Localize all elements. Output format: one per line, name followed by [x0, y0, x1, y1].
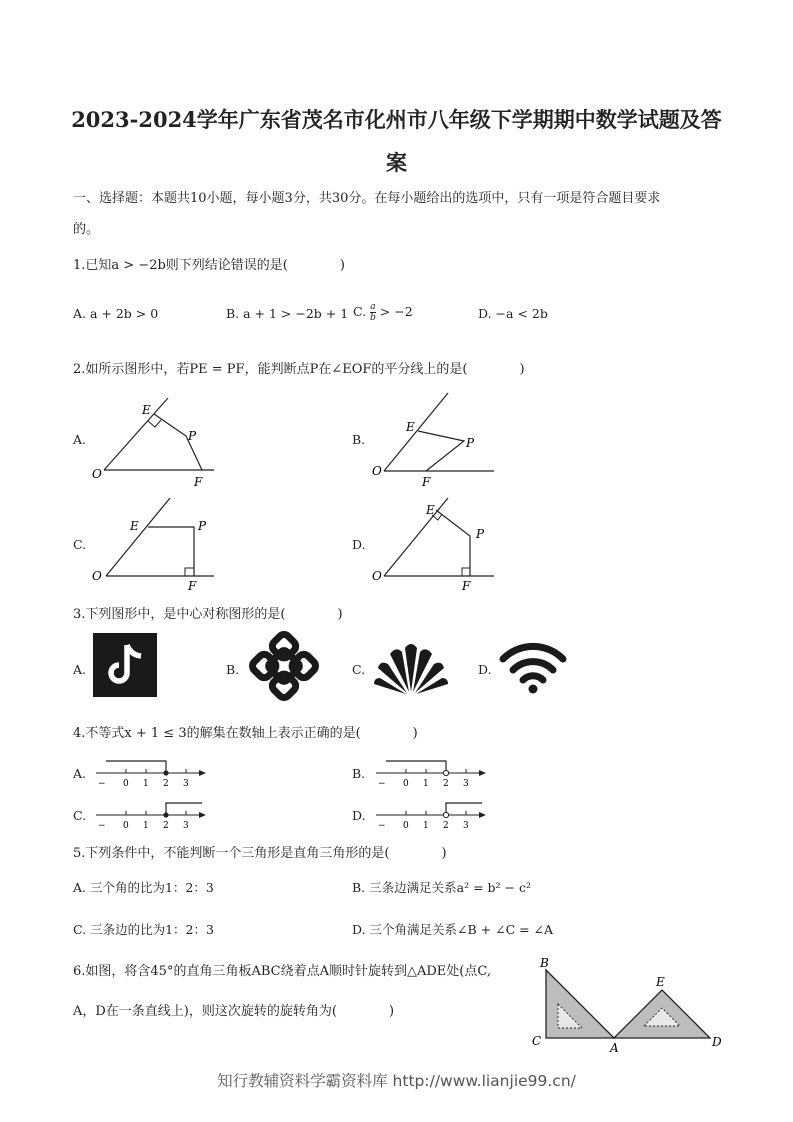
- svg-text:2: 2: [163, 779, 169, 789]
- section-instructions-continued: 的。: [73, 222, 100, 237]
- svg-text:0: 0: [123, 821, 129, 831]
- huawei-logo-icon: [372, 638, 450, 696]
- knot-logo-icon: [246, 628, 322, 704]
- question-3-stem: 3.下列图形中，是中心对称图形的是( ): [73, 607, 343, 622]
- point-label-p: P: [188, 429, 197, 443]
- svg-text:−: −: [378, 821, 386, 831]
- q2-label-d: D.: [352, 537, 366, 552]
- q4-numberline-d: [372, 797, 490, 831]
- point-label-p: P: [198, 519, 207, 533]
- svg-text:2: 2: [163, 821, 169, 831]
- q1-option-c-fraction: [370, 302, 376, 323]
- page-title-continued: 案: [386, 150, 407, 175]
- question-4-stem: 4.不等式x + 1 ≤ 3的解集在数轴上表示正确的是( ): [73, 726, 418, 741]
- question-6-stem: 6.如图，将含45°的直角三角板ABC绕着点A顺时针旋转到△ADE处(点C,: [73, 964, 491, 979]
- point-label-o: O: [372, 569, 382, 583]
- svg-text:1: 1: [423, 779, 429, 789]
- tiktok-logo-icon: [93, 633, 157, 697]
- q1-option-c-rest: > −2: [379, 304, 413, 319]
- q2-figure-a: [88, 390, 228, 490]
- q5-option-b: B. 三条边满足关系a² = b² − c²: [352, 880, 531, 895]
- point-label-e: E: [426, 503, 435, 517]
- q3-label-a: A.: [73, 662, 87, 677]
- q5-option-d: D. 三个角满足关系∠B + ∠C = ∠A: [352, 922, 554, 937]
- point-label-f: F: [462, 579, 471, 593]
- q1-option-c-prefix: C.: [353, 304, 367, 319]
- svg-text:1: 1: [143, 779, 149, 789]
- question-1-stem: 1.已知a > −2b则下列结论错误的是( ): [73, 258, 345, 273]
- point-label-a: A: [610, 1041, 619, 1054]
- q2-label-c: C.: [73, 537, 87, 552]
- svg-text:0: 0: [123, 779, 129, 789]
- q5-option-a: A. 三个角的比为1：2：3: [73, 880, 214, 895]
- page-title: 2023-2024学年广东省茂名市化州市八年级下学期期中数学试题及答: [71, 107, 722, 132]
- point-label-o: O: [372, 464, 382, 478]
- point-label-f: F: [188, 579, 197, 593]
- svg-text:2: 2: [443, 779, 449, 789]
- q4-numberline-b: [372, 755, 490, 789]
- q3-label-b: B.: [226, 662, 240, 677]
- q5-option-c: C. 三条边的比为1：2：3: [73, 922, 214, 937]
- fraction-numerator: a: [370, 302, 376, 312]
- svg-text:3: 3: [463, 779, 469, 789]
- q4-label-d: D.: [352, 808, 366, 823]
- svg-text:3: 3: [183, 821, 189, 831]
- point-label-e: E: [656, 975, 665, 989]
- q1-option-a: A. a + 2b > 0: [73, 306, 159, 321]
- q3-label-c: C.: [352, 662, 366, 677]
- point-label-e: E: [142, 403, 151, 417]
- question-2-stem: 2.如所示图形中，若PE = PF，能判断点P在∠EOF的平分线上的是( ): [73, 362, 525, 377]
- q3-label-d: D.: [478, 662, 492, 677]
- point-label-f: F: [194, 475, 203, 489]
- q4-numberline-a: [92, 755, 210, 789]
- footer-watermark: 知行教辅资料学霸资料库 http://www.lianjie99.cn/: [217, 1072, 576, 1090]
- q6-rotation-figure: [528, 954, 728, 1054]
- q4-label-a: A.: [73, 766, 87, 781]
- svg-text:2: 2: [443, 821, 449, 831]
- q2-figure-d: [366, 490, 506, 595]
- svg-text:−: −: [98, 821, 106, 831]
- point-label-c: C: [532, 1034, 542, 1048]
- point-label-e: E: [406, 420, 415, 434]
- point-label-e: E: [130, 519, 139, 533]
- svg-text:−: −: [378, 779, 386, 789]
- svg-text:3: 3: [463, 821, 469, 831]
- q1-option-b: B. a + 1 > −2b + 1: [226, 306, 349, 321]
- point-label-p: P: [476, 527, 485, 541]
- point-label-o: O: [92, 467, 102, 481]
- svg-text:1: 1: [423, 821, 429, 831]
- q2-label-b: B.: [352, 432, 366, 447]
- q2-label-a: A.: [73, 432, 87, 447]
- point-label-b: B: [540, 956, 549, 970]
- point-label-p: P: [466, 436, 475, 450]
- point-label-d: D: [712, 1035, 722, 1049]
- fraction-denominator: b: [370, 313, 376, 323]
- section-instructions: 一、选择题：本题共10小题，每小题3分，共30分。在每小题给出的选项中，只有一项是符合题目要求: [73, 191, 661, 206]
- q4-numberline-c: [92, 797, 210, 831]
- svg-text:−: −: [98, 779, 106, 789]
- question-6-stem-continued: A，D在一条直线上)，则这次旋转的旋转角为( ): [73, 1004, 395, 1019]
- q1-option-c: [353, 302, 413, 323]
- question-5-stem: 5.下列条件中，不能判断一个三角形是直角三角形的是( ): [73, 846, 447, 861]
- svg-text:0: 0: [403, 779, 409, 789]
- q2-figure-c: [88, 490, 228, 595]
- svg-text:3: 3: [183, 779, 189, 789]
- point-label-f: F: [422, 475, 431, 489]
- q4-label-c: C.: [73, 808, 87, 823]
- point-label-o: O: [92, 569, 102, 583]
- q1-option-d: D. −a < 2b: [478, 306, 548, 321]
- svg-text:1: 1: [143, 821, 149, 831]
- q2-figure-b: [366, 385, 506, 490]
- q4-label-b: B.: [352, 766, 366, 781]
- svg-text:0: 0: [403, 821, 409, 831]
- wifi-icon: [497, 637, 569, 695]
